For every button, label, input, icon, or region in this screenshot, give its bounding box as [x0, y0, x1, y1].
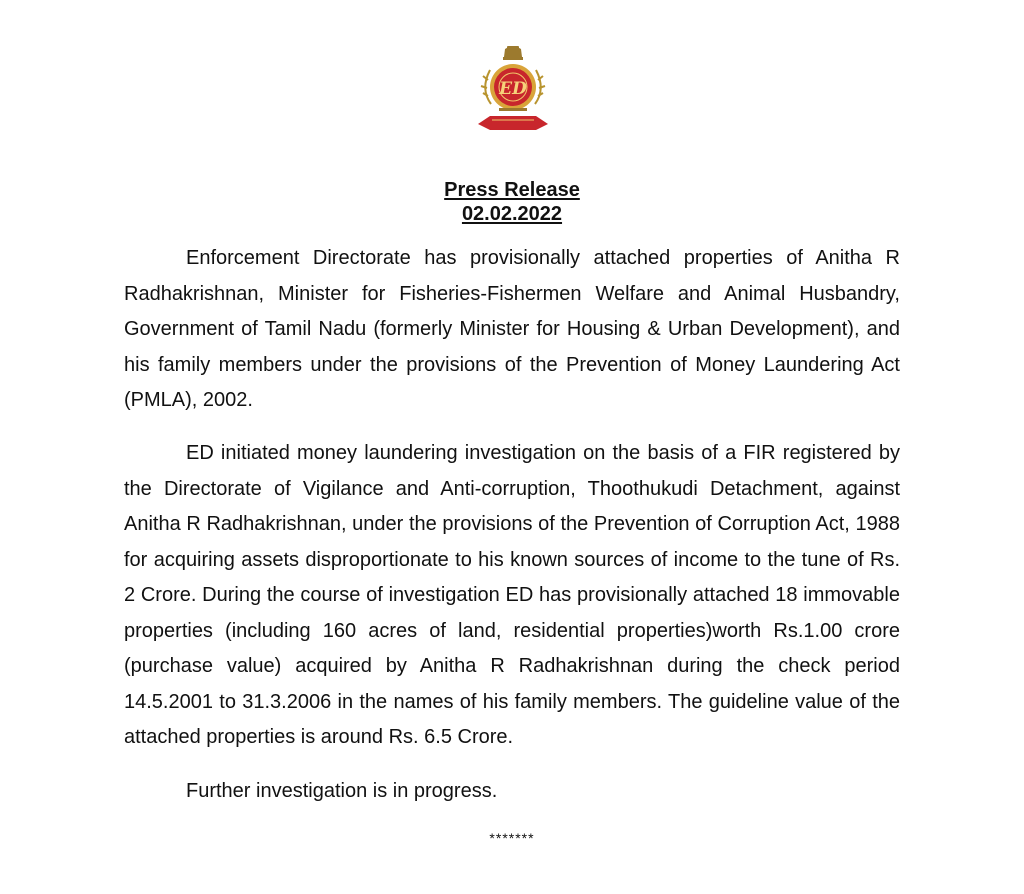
paragraph-2-container [124, 436, 900, 756]
paragraph-3: Further investigation is in progress. [186, 780, 498, 802]
enforcement-directorate-emblem [456, 44, 570, 136]
paragraph-2: ED initiated money laundering investigation on the basis of a FIR registered by the Directorate of Vigilance and Anti-corruption, Thoothukudi Detachment, against Anitha R Radhakrishnan, under the provisions of the Prevention of Corruption Act, 1988 for acquiring assets disproportionate to his known sources of income to the tune of Rs. 2 Crore. During the course of investigation ED has provisionally attached 18 immovable properties (including 160 acres of land, residential properties)worth Rs.1.00 crore (purchase value) acquired by Anitha R Radhakrishnan during the check period 14.5.2001 to 31.3.2006 in the names of his family members. The guideline value of the attached properties is around Rs. 6.5 Crore. [124, 442, 900, 748]
press-release-date: 02.02.2022 [461, 203, 563, 225]
lion-capital-icon [503, 46, 523, 60]
paragraph-3-container [124, 774, 900, 810]
svg-text:ED: ED [499, 79, 527, 99]
ribbon-icon [478, 116, 548, 130]
paragraph-1: Enforcement Directorate has provisionally attached properties of Anitha R Radhakrishnan, Minister for Fisheries-Fishermen Welfare and Animal Husbandry, Government of Tamil Nadu (formerly Minister for Housing & Urban Development), and his family members under the provisions of the Prevention of Money Laundering Act (PMLA), 2002. [124, 247, 900, 411]
paragraph-1-container [124, 241, 900, 419]
press-release-title: Press Release [444, 179, 580, 201]
press-release-header [0, 178, 1024, 226]
end-mark: ******* [489, 830, 535, 846]
